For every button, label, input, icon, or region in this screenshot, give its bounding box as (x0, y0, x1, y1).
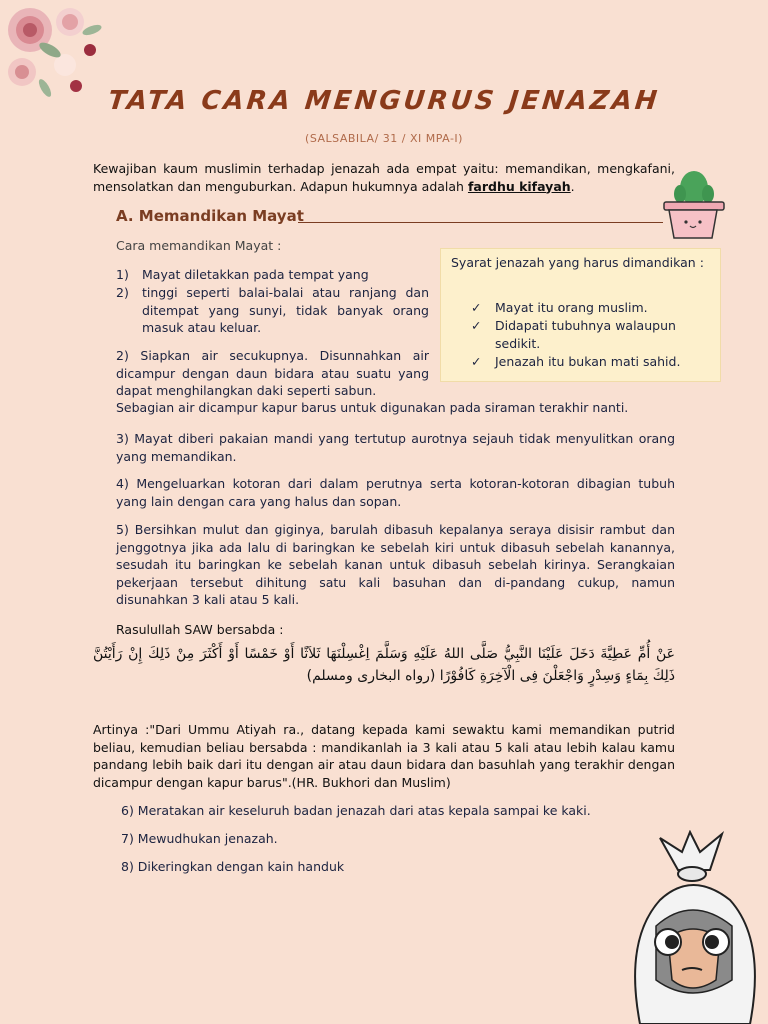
check-icon: ✓ (471, 318, 482, 333)
requirements-title: Syarat jenazah yang harus dimandikan : (451, 255, 704, 270)
list-item: 3) Mayat diberi pakaian mandi yang tertutup aurotnya sejauh tidak menyulitkan orang yang memandikan. (116, 431, 675, 464)
requirements-list (471, 299, 711, 371)
intro-paragraph (93, 160, 675, 195)
section-divider (298, 222, 663, 223)
cactus-pot-icon (660, 168, 726, 240)
list-item (116, 266, 429, 284)
list-item-continuation: Sebagian air dicampur kapur barus untuk digunakan pada siraman terakhir nanti. (116, 400, 629, 415)
requirement-item (471, 299, 711, 317)
requirement-text: Mayat itu orang muslim. (495, 300, 648, 315)
list-item: 5) Bersihkan mulut dan giginya, barulah dibasuh kepalanya seraya disisir rambut dan jenggotnya jika ada lalu di baringkan ke sebelah kiri untuk dibasuh sebelah kanannya, sesudah itu baringkan ke sebelah kanan untuk dibasuh sebelah kirinya. Serangkaian pekerjaan tersebut dihitung satu kali basuhan dan di-pandang cukup, namun disunahkan 3 kali atau 5 kali. (116, 522, 675, 607)
check-icon: ✓ (471, 354, 482, 369)
list-text: Mayat diletakkan pada tempat yang (142, 267, 369, 282)
check-icon: ✓ (471, 300, 482, 315)
requirement-item (471, 353, 711, 371)
list-number: 2) (116, 285, 129, 300)
page-title: TATA CARA MENGURUS JENAZAH (106, 86, 662, 116)
intro-text: Kewajiban kaum muslimin terhadap jenazah ada empat yaitu: memandikan, mengkafani, mensolatkan dan menguburkan. Adapun hukumnya adalah (93, 161, 675, 194)
page-subtitle: (SALSABILA/ 31 / XI MPA-I) (305, 132, 463, 145)
list-item: 7) Mewudhukan jenazah. (121, 831, 278, 846)
list-item: 2) Siapkan air secukupnya. Disunnahkan air dicampur dengan daun bidara atau suatu yang dapat menghilangkan daki seperti sabun. (116, 348, 429, 398)
requirement-item (471, 317, 711, 353)
hadith-translation: Artinya :"Dari Ummu Atiyah ra., datang kepada kami sewaktu kami memandikan putrid beliau, kemudian beliau bersabda : mandikanlah ia 3 kali atau 5 kali atau lebih kalau kamu pandang lebih baik dari itu dengan air atau daun bidara dan basuhlah yang terakhir dengan dicampur dengan kapur barus".(HR. Bukhori dan Muslim) (93, 722, 675, 790)
list-item: 8) Dikeringkan dengan kain handuk (121, 859, 345, 874)
requirement-text: Jenazah itu bukan mati sahid. (495, 354, 681, 369)
intro-end: . (570, 178, 575, 194)
list-text: tinggi seperti balai-balai atau ranjang dan ditempat yang sunyi, tidak banyak orang masuk atau keluar. (142, 285, 429, 335)
veiled-character-icon (620, 830, 768, 1024)
flower-bouquet-icon (0, 0, 110, 100)
method-lead: Cara memandikan Mayat : (116, 238, 282, 253)
list-number: 1) (116, 267, 129, 282)
list-item: 4) Mengeluarkan kotoran dari dalam perutnya serta kotoran-kotoran dibagian tubuh yang lain dengan cara yang halus dan sopan. (116, 476, 675, 509)
section-a-heading: A. Memandikan Mayat (116, 207, 304, 225)
intro-emphasis: fardhu kifayah (467, 178, 571, 194)
list-item: 6) Meratakan air keseluruh badan jenazah dari atas kepala sampai ke kaki. (121, 803, 591, 818)
arabic-hadith: عَنْ أُمِّ عَطِيَّةَ دَخَلَ عَلَيْنَا النَّبِيُّ صَلَّى اللهُ عَلَيْهِ وَسَلَّمَ اِغْسِلْنَهَا ثَلاَثًا أَوْ خَمْسًا أَوْ أَكْثَرَ مِنْ ذَلِكَ إِنْ رَأَيْتُنَّ ذَلِكَ بِمَاءٍ وَسِدْرٍ وَاجْعَلْنَ فِى الْآخِرَةِ كَافُوْرًا (رواه البخارى ومسلم) (93, 646, 675, 684)
list-item (116, 284, 429, 337)
hadith-intro: Rasulullah SAW bersabda : (116, 622, 284, 637)
requirement-text: Didapati tubuhnya walaupun sedikit. (495, 318, 676, 351)
